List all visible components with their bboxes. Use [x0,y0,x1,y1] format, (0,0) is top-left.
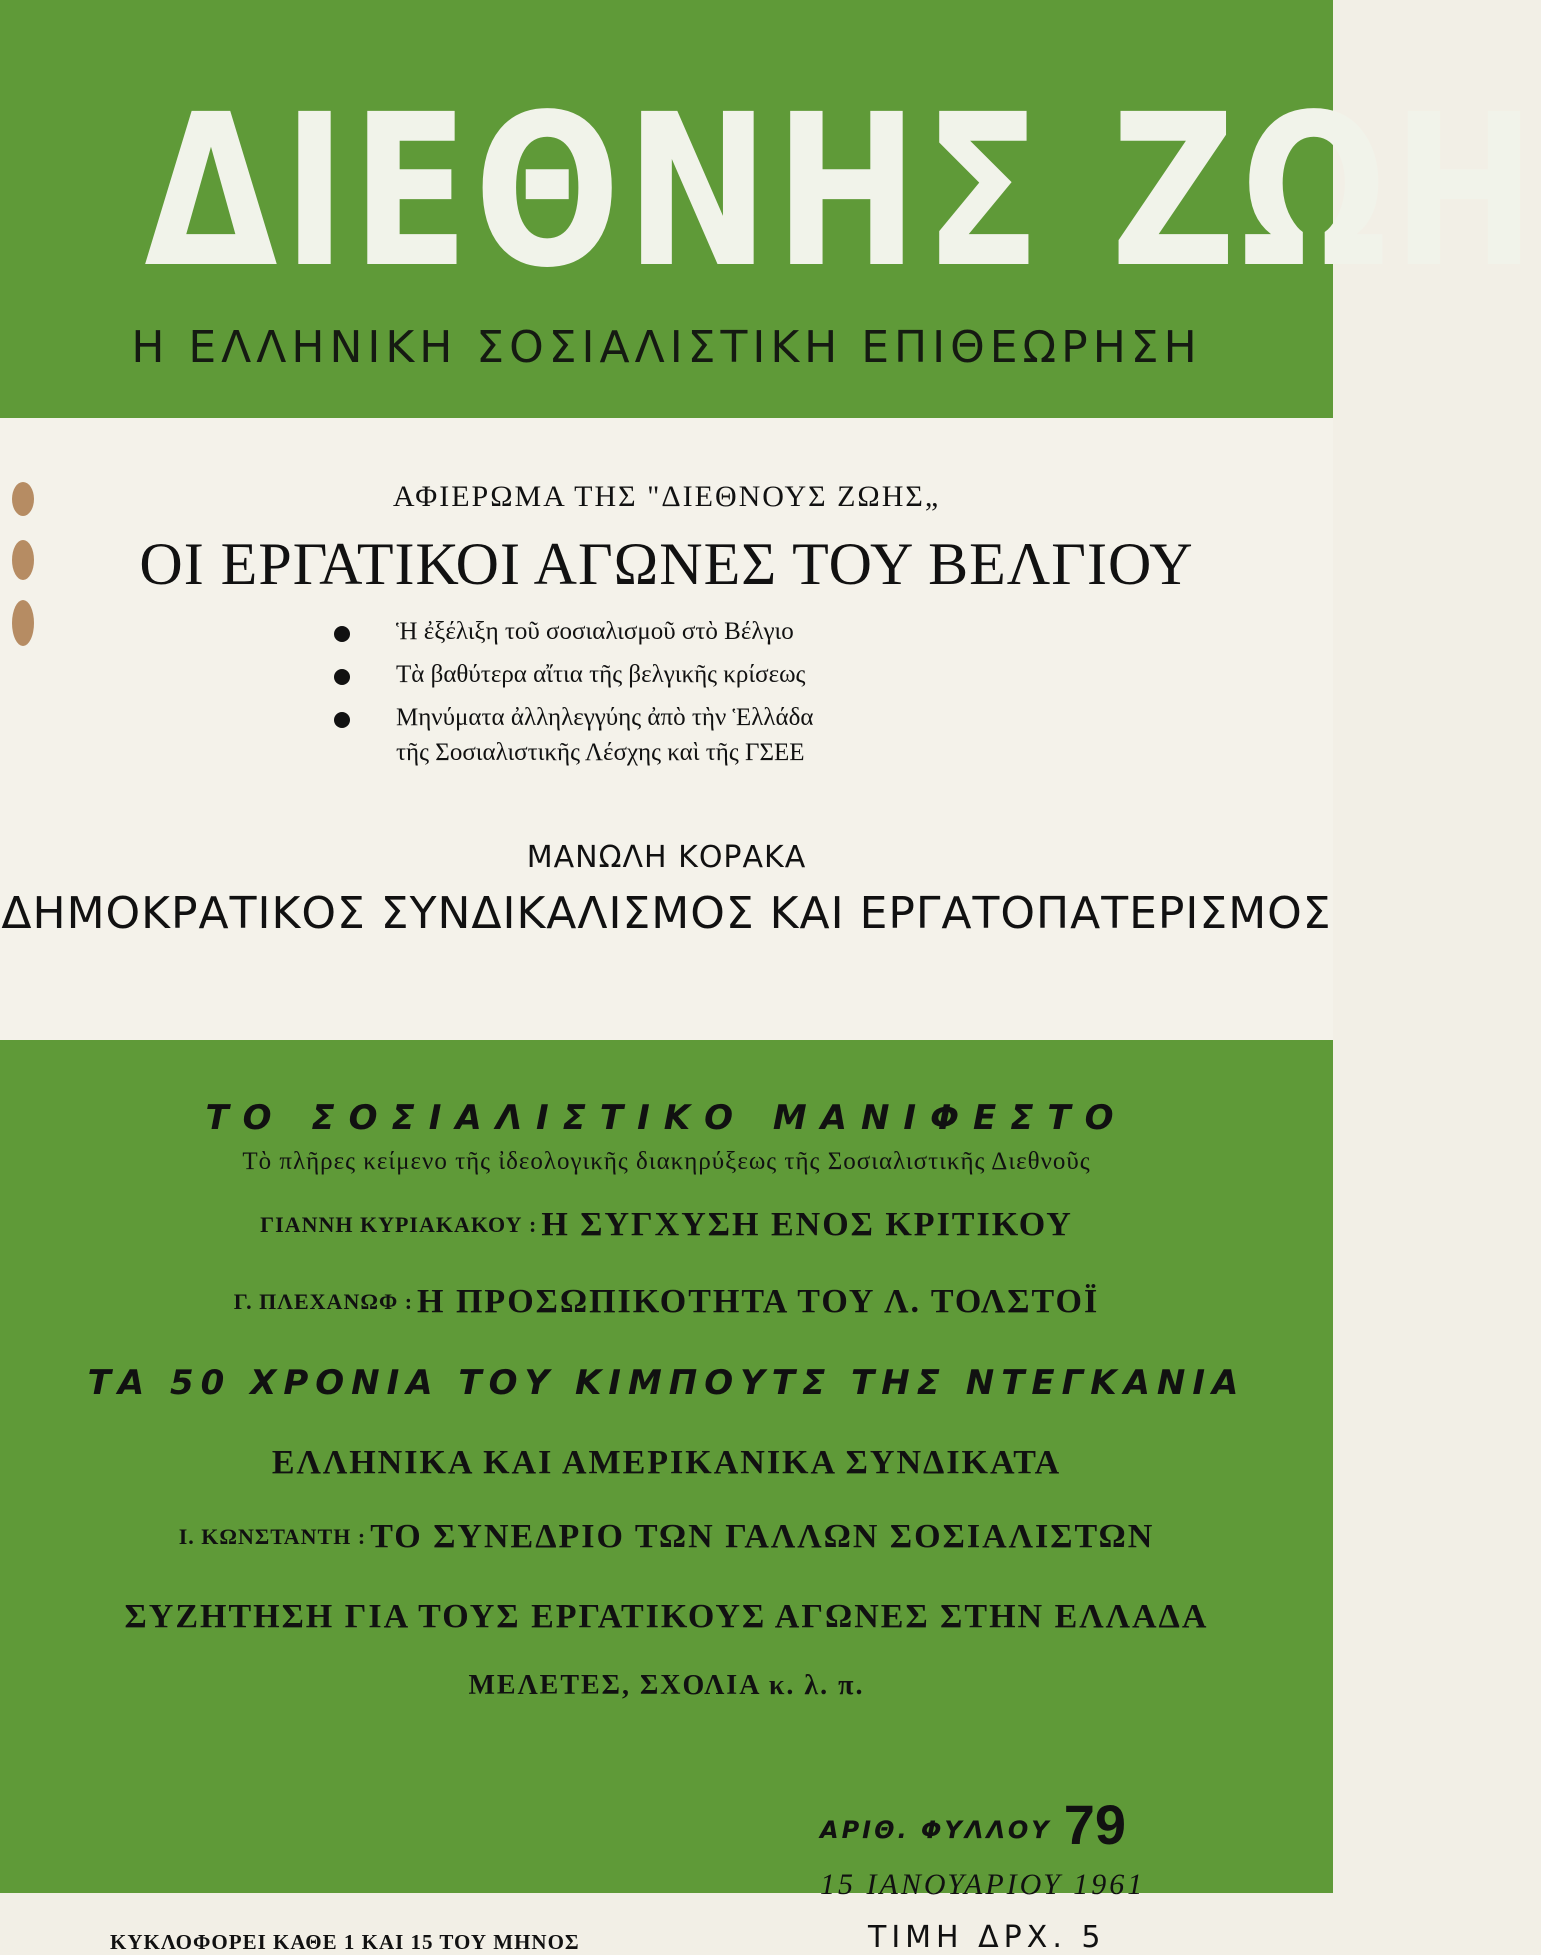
bullet-text: Ἡ ἐξέλιξη τοῦ σοσιαλισμοῦ στὸ Βέλγιο [396,618,794,645]
binding-stain [12,540,34,580]
item-author: Γ. ΠΛΕΧΑΝΩΦ : [233,1289,414,1314]
article-title: ΔΗΜΟΚΡΑΤΙΚΟΣ ΣΥΝΔΙΚΑΛΙΣΜΟΣ ΚΑΙ ΕΡΓΑΤΟΠΑΤΕΡΙΣΜΟΣ [1,888,1332,939]
item-title: ΤΟ ΣΥΝΕΔΡΙΟ ΤΩΝ ΓΑΛΛΩΝ ΣΟΣΙΑΛΙΣΤΩΝ [370,1518,1155,1555]
list-item [330,614,1030,649]
list-item [330,700,1030,770]
item-title: Η ΣΥΓΧΥΣΗ ΕΝΟΣ ΚΡΙΤΙΚΟΥ [541,1206,1073,1243]
feature-section [0,418,1333,1040]
contents-item-kibbutz: ΤΑ 50 ΧΡΟΝΙΑ ΤΟΥ ΚΙΜΠΟΥΤΣ ΤΗΣ ΝΤΕΓΚΑΝΙΑ [87,1363,1246,1403]
price: ΤΙΜΗ ΔΡΧ. 5 [868,1920,1106,1955]
bullet-icon [334,669,350,685]
dedication-line: ΑΦΙΕΡΩΜΑ ΤΗΣ "ΔΙΕΘΝΟΥΣ ΖΩΗΣ„ [392,480,941,513]
masthead [0,0,1541,418]
contents-item [0,1206,1333,1244]
contents-section [0,1040,1333,1955]
bullet-icon [334,712,350,728]
article-author: ΜΑΝΩΛΗ ΚΟΡΑΚΑ [526,840,807,875]
issue-date: 15 ΙΑΝΟΥΑΡΙΟΥ 1961 [820,1868,1146,1901]
issue-label: ΑΡΙΘ. ΦΥΛΛΟΥ [820,1816,1052,1844]
bullet-text: Μηνύματα ἀλληλεγγύης ἀπὸ τὴν Ἑλλάδα τῆς Σοσιαλιστικῆς Λέσχης καὶ τῆς ΓΣΕΕ [396,704,814,766]
feature-headline: ΟΙ ΕΡΓΑΤΙΚΟΙ ΑΓΩΝΕΣ ΤΟΥ ΒΕΛΓΙΟΥ [139,531,1194,597]
item-author: ΓΙΑΝΝΗ ΚΥΡΙΑΚΑΚΟΥ : [260,1212,538,1237]
binding-stain [12,482,34,516]
item-author: Ι. ΚΩΝΣΤΑΝΤΗ : [178,1524,367,1549]
magazine-subtitle: Η ΕΛΛΗΝΙΚΗ ΣΟΣΙΑΛΙΣΤΙΚΗ ΕΠΙΘΕΩΡΗΣΗ [131,322,1202,373]
issue-number-block [820,1792,1220,1857]
contents-item [0,1283,1333,1321]
bullet-text: Τὰ βαθύτερα αἴτια τῆς βελγικῆς κρίσεως [396,661,806,688]
contents-item-studies: ΜΕΛΕΤΕΣ, ΣΧΟΛΙΑ κ. λ. π. [468,1670,865,1701]
issue-number: 79 [1063,1793,1126,1856]
contents-item [0,1518,1333,1556]
contents-item-discussion: ΣΥΖΗΤΗΣΗ ΓΙΑ ΤΟΥΣ ΕΡΓΑΤΙΚΟΥΣ ΑΓΩΝΕΣ ΣΤΗΝ ΕΛΛΑΔΑ [124,1598,1209,1635]
contents-item-unions: ΕΛΛΗΝΙΚΑ ΚΑΙ ΑΜΕΡΙΚΑΝΙΚΑ ΣΥΝΔΙΚΑΤΑ [271,1444,1062,1481]
manifesto-subtitle: Τὸ πλῆρες κείμενο τῆς ἰδεολογικῆς διακηρύξεως τῆς Σοσιαλιστικῆς Διεθνοῦς [242,1148,1091,1175]
item-title: Η ΠΡΟΣΩΠΙΚΟΤΗΤΑ ΤΟΥ Λ. ΤΟΛΣΤΟΪ [417,1283,1100,1320]
binding-stain [12,600,34,646]
feature-bullets [330,614,1030,778]
publication-frequency: ΚΥΚΛΟΦΟΡΕΙ ΚΑΘΕ 1 ΚΑΙ 15 ΤΟΥ ΜΗΝΟΣ [110,1930,580,1954]
magazine-title: ΔΙΕΘΝΗΣ ΖΩΗ [144,69,1541,314]
list-item [330,657,1030,692]
manifesto-title: ΤΟ ΣΟΣΙΑΛΙΣΤΙΚΟ ΜΑΝΙΦΕΣΤΟ [205,1098,1128,1138]
bullet-icon [334,626,350,642]
